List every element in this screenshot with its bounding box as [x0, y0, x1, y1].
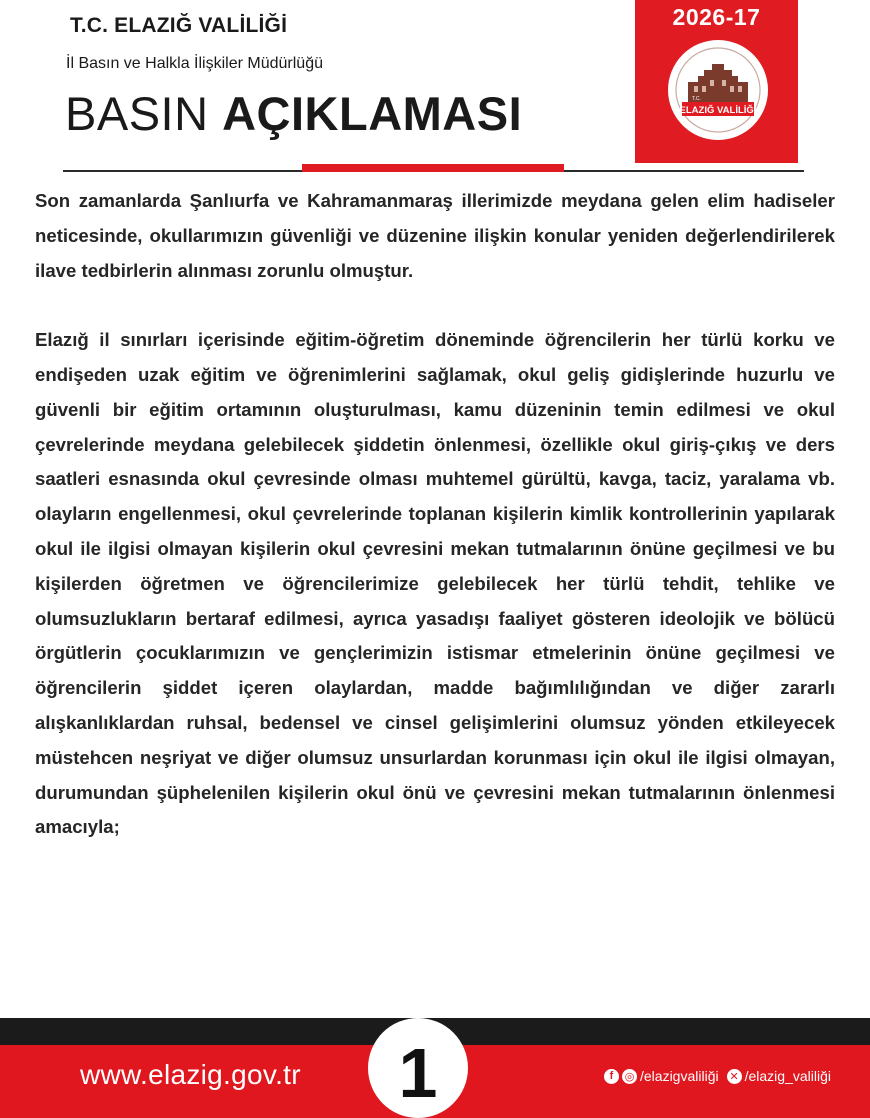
instagram-icon[interactable]: ◎	[622, 1069, 637, 1084]
page-number-circle	[368, 1018, 468, 1118]
page-number: 1	[398, 1034, 438, 1112]
social-handle-main[interactable]: /elazigvaliliği	[640, 1068, 719, 1084]
release-body	[35, 184, 835, 845]
website-link[interactable]: www.elazig.gov.tr	[80, 1059, 301, 1090]
paragraph-measures: Elazığ il sınırları içerisinde eğitim-öğretim döneminde öğrencilerin her türlü korku ve endişeden uzak eğitim ve öğrenimlerini sağlamak, okul geliş gidişlerinde huzurlu ve güvenli bir eğitim ortamının oluşturulması, kamu düzeninin temin edilmesi ve okul çevrelerinde meydana gelebilecek şiddetin önlenmesi, özellikle okul giriş-çıkış ve ders saatleri esnasında okul çevresinde olması muhtemel gürültü, kavga, taciz, yaralama vb. olayların engellenmesi, okul çevrelerinde toplanan kişilerin kimlik kontrollerinin yapılarak okul ile ilgisi olmayan kişilerin okul çevresini mekan tutmalarının önüne geçilmesi ve bu kişilerden öğretmen ve öğrencilerimize gelebilecek her türlü tehdit, tehlike ve olumsuzlukların bertaraf edilmesi, ayrıca yasadışı faaliyet gösteren ideolojik ve bölücü örgütlerin çocuklarımızın ve gençlerimizin istismar etmelerinin önüne geçilmesi ve öğrencilerin şiddet içeren olaylardan, madde bağımlılığından ve diğer zararlı alışkanlıklardan ruhsal, bedensel ve cinsel gelişimlerini olumsuz yönden etkileyecek müstehcen neşriyat ve diğer olumsuz unsurlardan korunması için okul ile ilgisi olmayan, durumundan şüphelenilen kişilerin okul önü ve çevresini mekan tutmalarının önlenmesi amacıyla;	[35, 329, 835, 838]
x-icon[interactable]: ✕	[727, 1069, 742, 1084]
document-title-light: BASIN	[65, 87, 209, 140]
department-name: İl Basın ve Halkla İlişkiler Müdürlüğü	[66, 55, 323, 72]
seal-label: ELAZIĞ VALİLİĞİ	[679, 105, 757, 116]
header-accent-bar	[302, 164, 564, 172]
release-number-badge	[635, 0, 798, 163]
seal-top-label: T.C.	[692, 96, 701, 102]
seal-emblem-icon	[668, 40, 768, 140]
document-title	[65, 86, 522, 141]
social-handles	[604, 1066, 831, 1086]
release-number: 2026-17	[672, 4, 761, 30]
facebook-icon[interactable]: f	[604, 1069, 619, 1084]
organization-name: T.C. ELAZIĞ VALİLİĞİ	[70, 14, 288, 37]
paragraph-intro: Son zamanlarda Şanlıurfa ve Kahramanmaraş illerimizde meydana gelen elim hadiseler neticesinde, okullarımızın güvenliği ve düzenine ilişkin konular yeniden değerlendirilerek ilave tedbirlerin alınması zorunlu olmuştur.	[35, 190, 835, 281]
social-handle-x[interactable]: /elazig_valiliği	[744, 1068, 831, 1084]
document-title-bold: AÇIKLAMASI	[222, 87, 523, 140]
governorship-seal	[668, 40, 768, 140]
